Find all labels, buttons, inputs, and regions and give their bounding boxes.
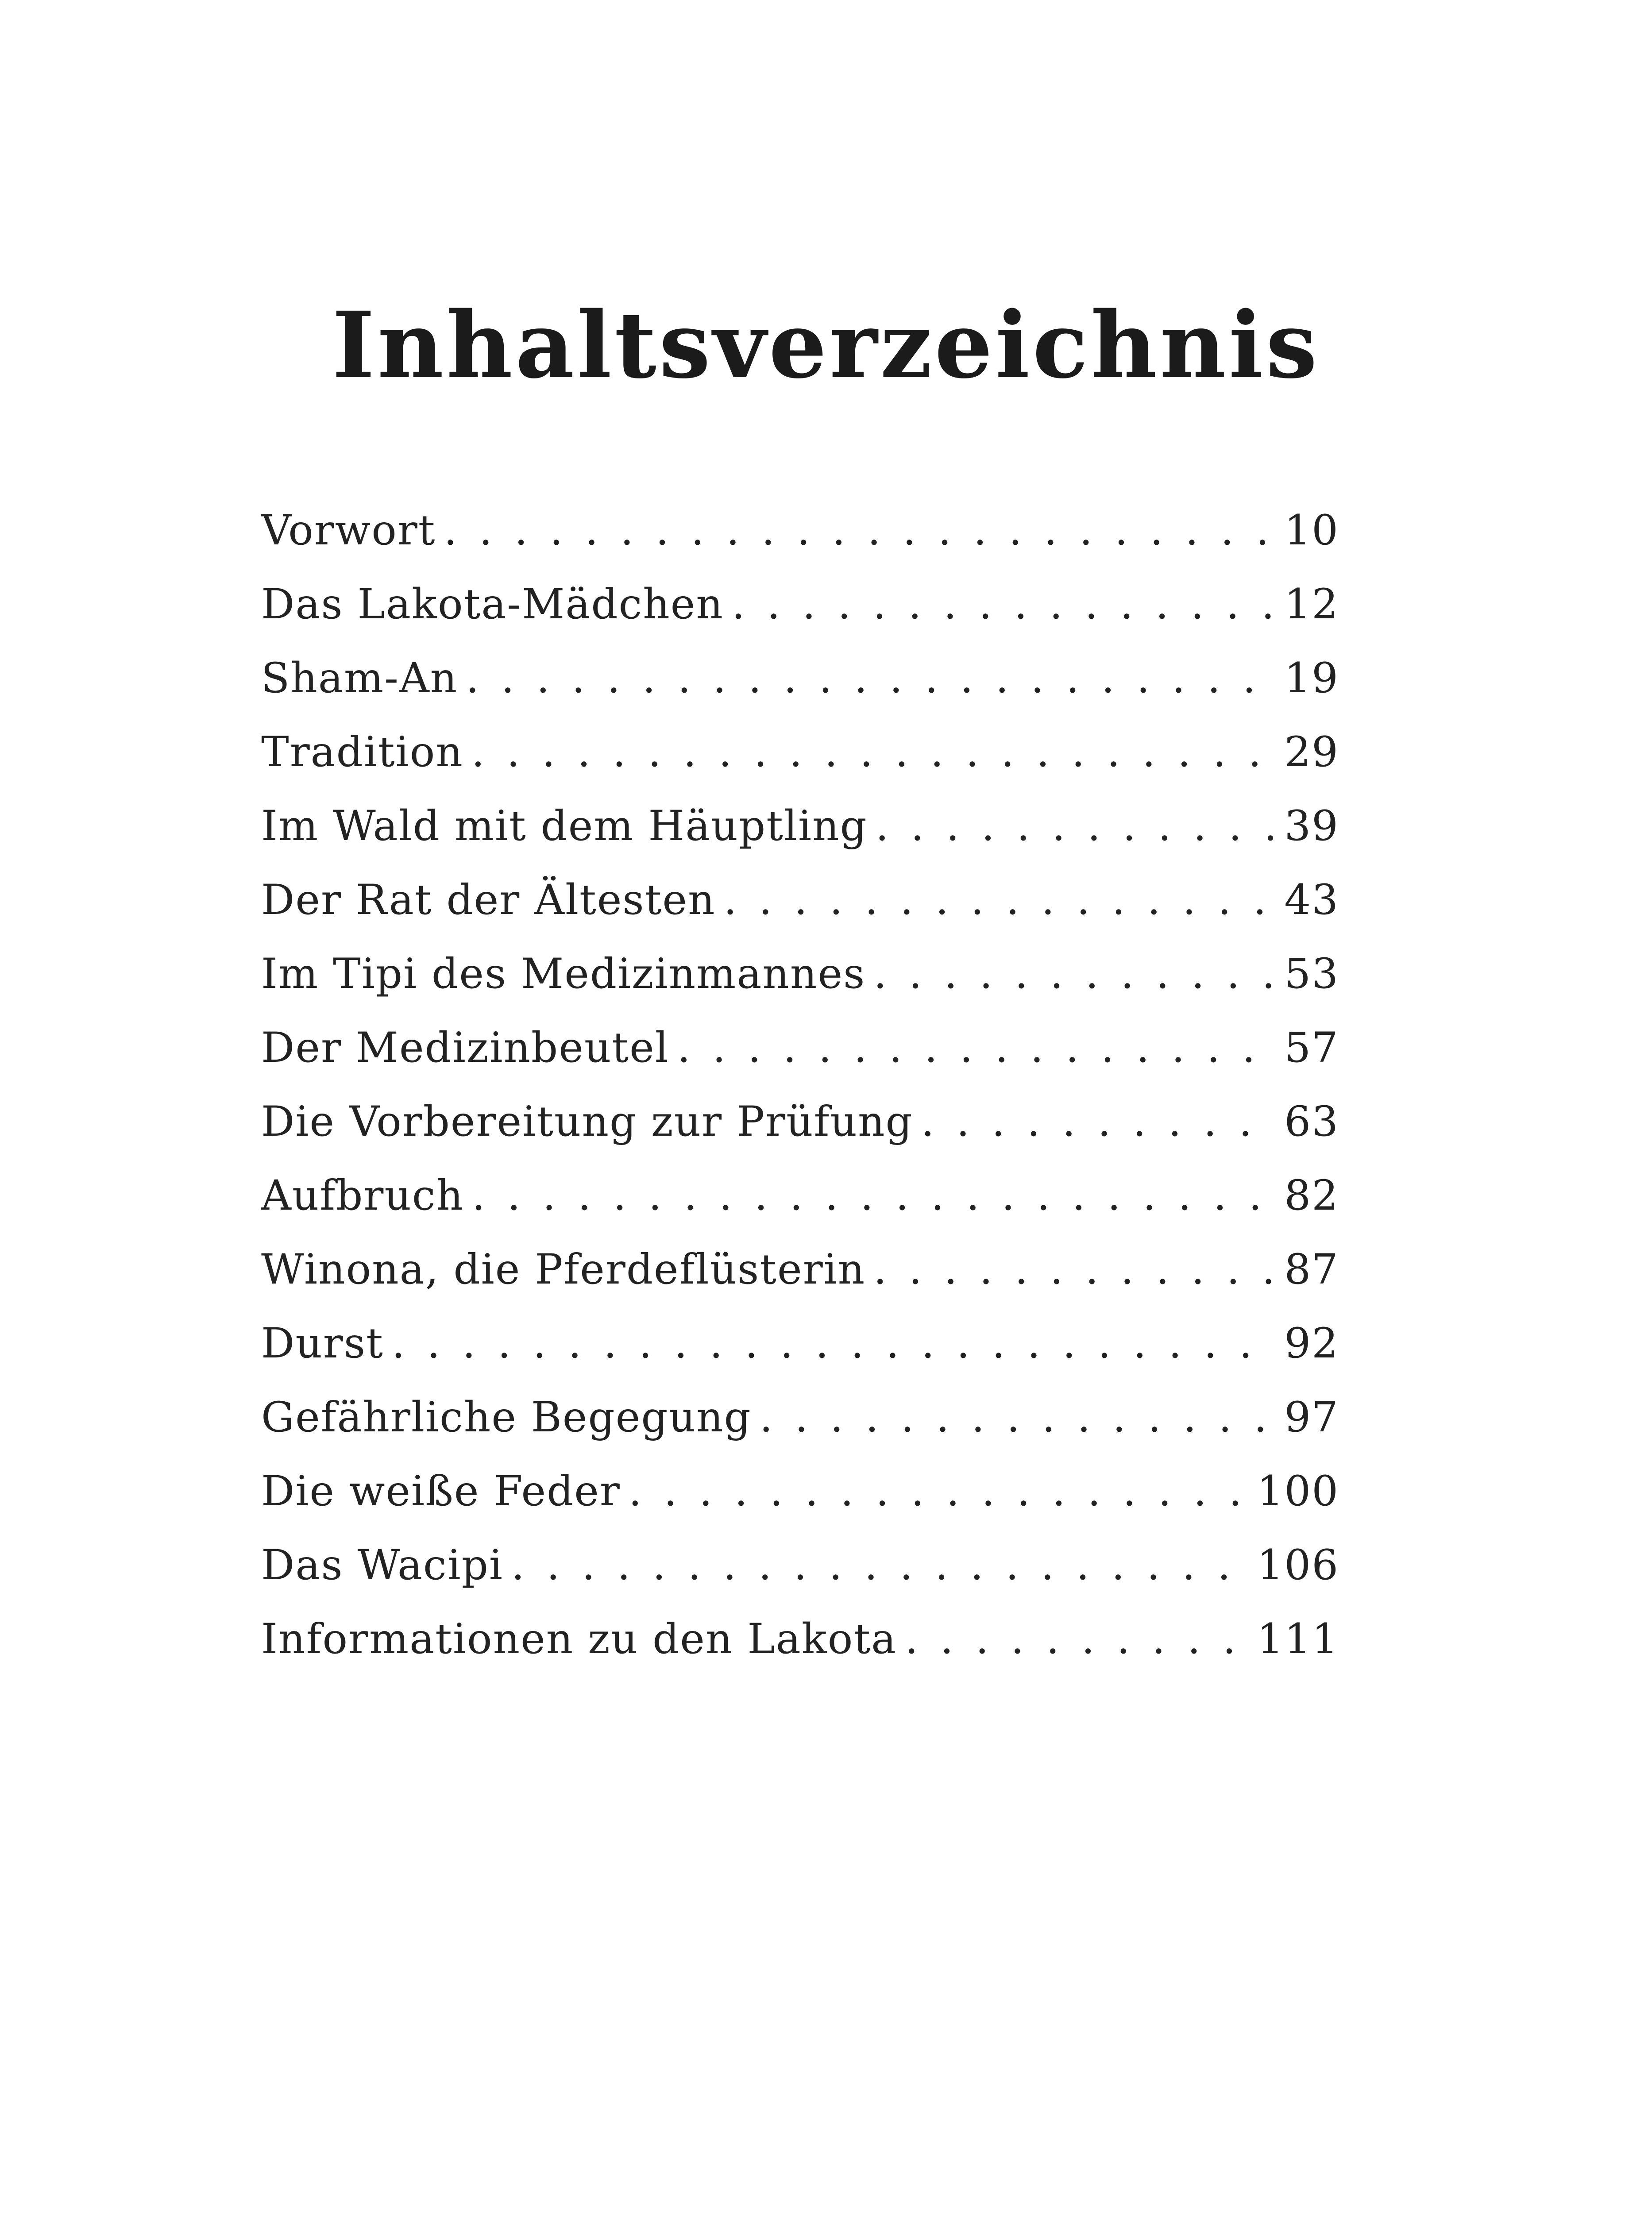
toc-entry	[261, 789, 1339, 863]
toc-page-number: 106	[1257, 1541, 1339, 1589]
toc-page-number: 111	[1257, 1615, 1339, 1663]
toc-page-number: 39	[1284, 802, 1339, 850]
dot-leader	[873, 937, 1274, 1011]
toc-entry-title: Im Tipi des Medizinmannes	[261, 950, 866, 998]
toc-entry	[261, 863, 1339, 937]
toc-entry	[261, 493, 1339, 567]
toc-entry	[261, 567, 1339, 641]
toc-page-number: 97	[1284, 1393, 1339, 1442]
toc-entry-title: Die weiße Feder	[261, 1467, 621, 1515]
toc-page-number: 63	[1284, 1098, 1339, 1146]
dot-leader	[466, 641, 1274, 715]
toc-entry-title: Aufbruch	[261, 1172, 464, 1220]
toc-entry	[261, 1454, 1339, 1528]
toc-entry-title: Das Wacipi	[261, 1541, 503, 1589]
dot-leader	[921, 1085, 1274, 1159]
toc-entry	[261, 715, 1339, 789]
toc-entry	[261, 641, 1339, 715]
dot-leader	[444, 493, 1274, 567]
toc-entry-title: Der Rat der Ältesten	[261, 876, 716, 924]
dot-leader	[732, 567, 1274, 641]
toc-entry	[261, 1011, 1339, 1085]
toc-entry-title: Der Medizinbeutel	[261, 1024, 669, 1072]
toc-page-number: 57	[1284, 1024, 1339, 1072]
toc-page-number: 29	[1284, 728, 1339, 776]
toc-entry	[261, 1307, 1339, 1380]
toc-entry	[261, 1085, 1339, 1159]
toc-entry-title: Das Lakota-Mädchen	[261, 580, 724, 628]
toc-entry-title: Die Vorbereitung zur Prüfung	[261, 1098, 913, 1146]
dot-leader	[677, 1011, 1274, 1085]
dot-leader	[905, 1602, 1246, 1676]
toc-entry	[261, 1159, 1339, 1233]
toc-page-number: 100	[1257, 1467, 1339, 1515]
toc-entry-title: Vorwort	[261, 506, 436, 555]
dot-leader	[873, 1233, 1274, 1307]
toc-page-number: 10	[1284, 506, 1339, 555]
toc-entry	[261, 1233, 1339, 1307]
toc-entry	[261, 1380, 1339, 1454]
toc-page-number: 53	[1284, 950, 1339, 998]
toc-entry-title: Informationen zu den Lakota	[261, 1615, 897, 1663]
toc-page-number: 82	[1284, 1172, 1339, 1220]
dot-leader	[876, 789, 1274, 863]
toc-entry-title: Im Wald mit dem Häuptling	[261, 802, 868, 850]
dot-leader	[629, 1454, 1247, 1528]
table-of-contents	[261, 493, 1339, 1676]
toc-entry-title: Tradition	[261, 728, 463, 776]
toc-page-number: 87	[1284, 1245, 1339, 1294]
toc-entry-title: Durst	[261, 1319, 384, 1368]
toc-entry	[261, 937, 1339, 1011]
dot-leader	[471, 715, 1274, 789]
toc-entry-title: Winona, die Pferdeflüsterin	[261, 1245, 866, 1294]
toc-page-number: 43	[1284, 876, 1339, 924]
toc-page-number: 92	[1284, 1319, 1339, 1368]
dot-leader	[472, 1159, 1274, 1233]
dot-leader	[392, 1307, 1274, 1380]
toc-entry	[261, 1602, 1339, 1676]
toc-entry-title: Gefährliche Begegung	[261, 1393, 752, 1442]
toc-entry-title: Sham-An	[261, 654, 458, 702]
page-title: Inhaltsverzeichnis	[332, 292, 1320, 399]
dot-leader	[724, 863, 1274, 937]
dot-leader	[511, 1528, 1247, 1602]
toc-page-number: 12	[1284, 580, 1339, 628]
toc-entry	[261, 1528, 1339, 1602]
toc-page-number: 19	[1284, 654, 1339, 702]
dot-leader	[760, 1380, 1274, 1454]
